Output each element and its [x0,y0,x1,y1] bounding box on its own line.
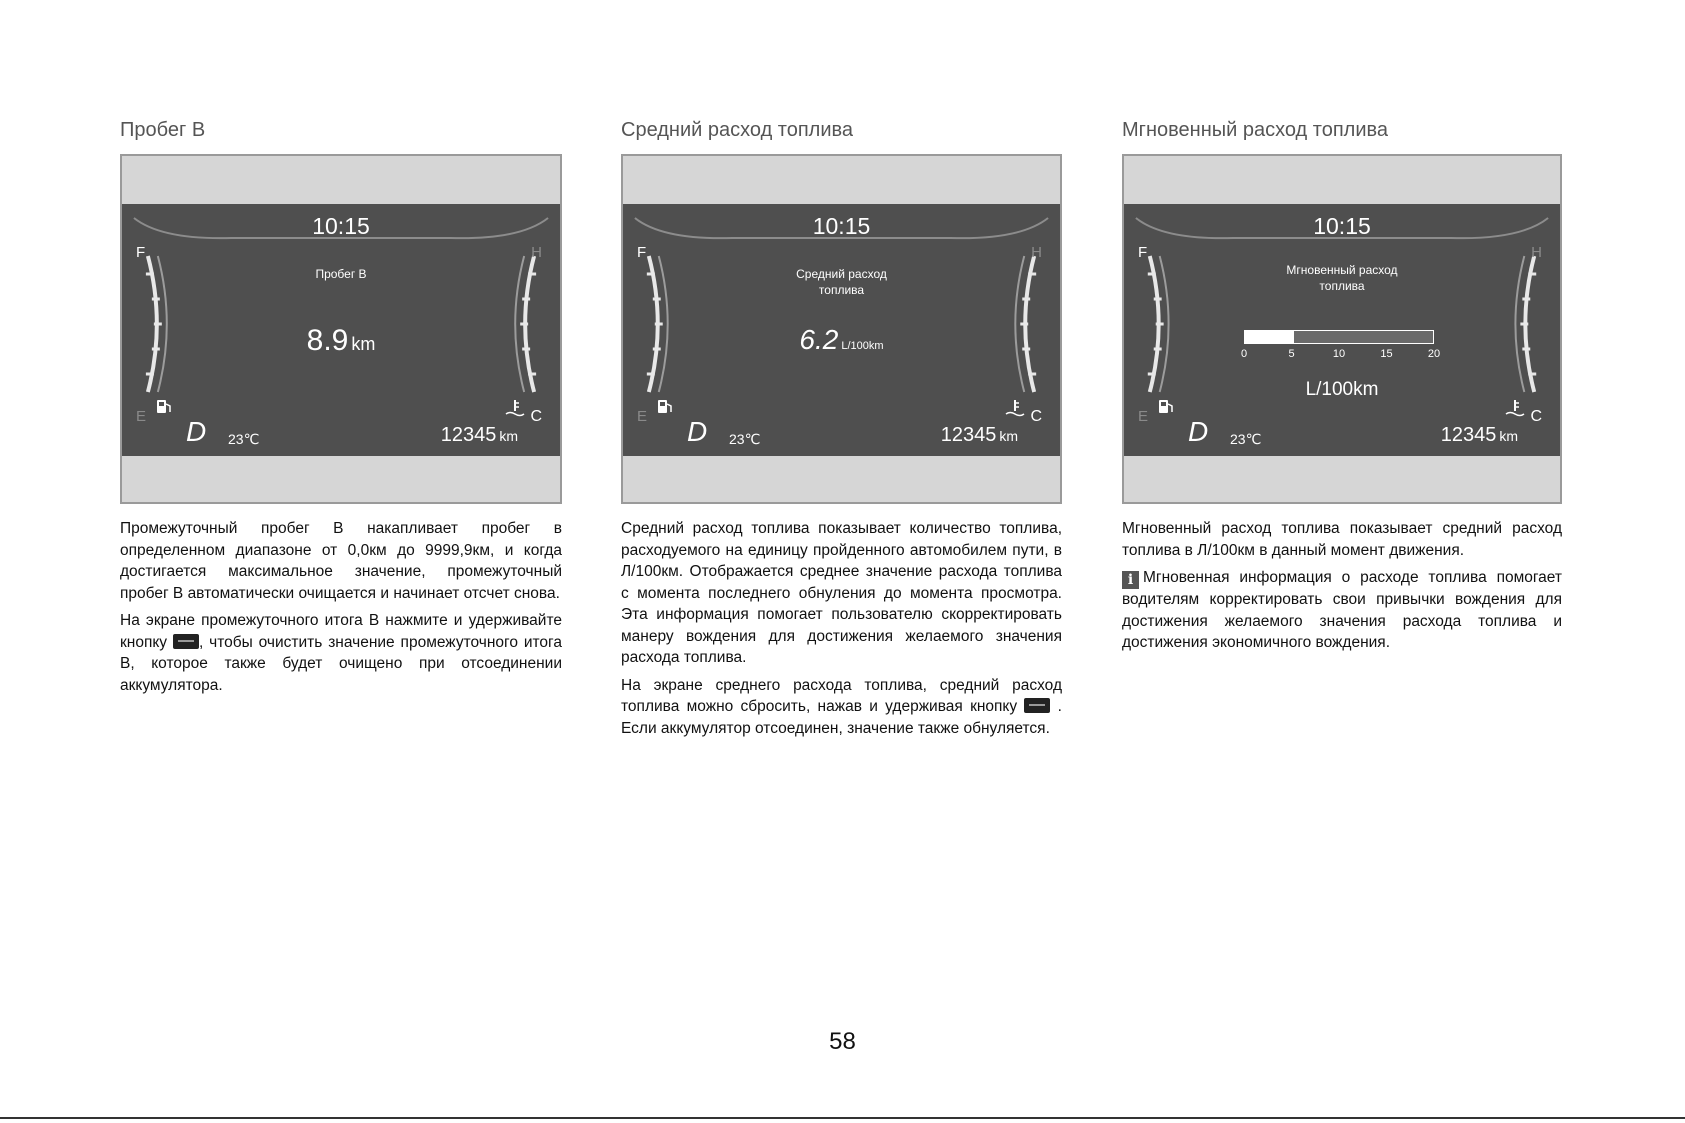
bar-tick-label: 10 [1332,348,1346,360]
section-title: Мгновенный расход топлива [1122,119,1389,141]
coolant-temp-icon [504,398,526,418]
paragraph: На экране промежуточного итога В нажмите и удерживайте кнопку , чтобы очистить значение промежуточного итога В, которое также будет очищено при отсоединении аккумулятора. [120,612,562,694]
paragraph: Промежуточный пробег В накапливает пробег в определенном диапазоне от 0,0км до 9999,9км, и когда достигается максимальное значение, промежуточный пробег В автоматически очищается и начинает отсчет снова. [120,520,562,602]
mode-title: Средний расход топлива [796,267,887,297]
temp-hot-label: H [1531,244,1542,261]
section-title: Средний расход топлива [621,119,854,141]
clock: 10:15 [312,213,370,239]
bar-tick-label: 0 [1240,348,1248,360]
coolant-temp-icon [1504,398,1526,418]
coolant-temp-icon [1004,398,1026,418]
section-title: Пробег В [120,119,206,141]
cluster-screen [1124,204,1560,456]
column-average-fuel [621,118,1062,745]
trip-value: 8.9 km [306,324,376,357]
temp-cold-label: C [1530,408,1542,425]
odometer: 12345 km [940,424,1018,446]
column-trip-b [120,118,562,702]
fuel-empty-label: E [1138,408,1149,425]
enter-button-icon [173,634,199,649]
description [1122,518,1562,654]
description [120,518,562,696]
clock: 10:15 [812,213,871,239]
cluster-image [621,154,1062,504]
bar-tick-label: 5 [1288,348,1295,360]
clock: 10:15 [1313,213,1371,239]
cluster-image [120,154,562,504]
page-number: 58 [829,1028,856,1055]
description [621,518,1062,739]
fuel-full-label: F [637,244,647,261]
temp-cold-label: C [530,408,542,425]
fuel-empty-label: E [136,408,147,425]
outside-temp: 23℃ [729,431,761,447]
temp-hot-label: H [531,244,542,261]
bar-ticks [1240,346,1441,362]
paragraph: На экране среднего расхода топлива, средний расход топлива можно сбросить, нажав и удерживая кнопку . Если аккумулятор отсоединен, значение также обнуляется. [621,676,1062,737]
fuel-pump-icon [154,396,174,416]
cluster-screen [122,204,560,456]
cluster-screen [623,204,1060,456]
mode-title: Мгновенный расход топлива [1286,263,1398,293]
bar-tick-label: 15 [1380,348,1393,360]
odometer: 12345 km [440,424,518,446]
outside-temp: 23℃ [228,431,260,447]
outside-temp: 23℃ [1230,431,1262,447]
instant-fuel-bar [1240,330,1441,362]
gear-indicator: D [1188,416,1209,447]
bar-tick-label: 20 [1427,348,1441,360]
fuel-empty-label: E [637,408,648,425]
gear-indicator: D [687,416,708,447]
cluster-image [1122,154,1562,504]
mode-title: Пробег В [315,267,367,281]
info-note: i Мгновенная информация о расходе топлива помогает водителям корректировать свои привычки вождения для достижения желаемого значения расхода топлива и достижения экономичного вождения. [1122,569,1562,651]
fuel-pump-icon [655,396,675,416]
bar-track [1244,330,1434,344]
bar-unit: L/100km [1305,379,1379,400]
fuel-full-label: F [136,244,146,261]
paragraph: Средний расход топлива показывает количество топлива, расходуемого на единицу пройденного автомобилем пути, в Л/100км. Отображается среднее значение расхода топлива с момента последнего обнуления до момента просмотра. Эта информация помогает пользователю скорректировать манеру вождения для достижения желаемого значения расхода топлива. [621,520,1062,666]
odometer: 12345 km [1440,424,1518,446]
temp-cold-label: C [1030,408,1042,425]
fuel-full-label: F [1138,244,1148,261]
bar-fill [1245,331,1294,343]
temp-hot-label: H [1031,244,1042,261]
average-fuel-value: 6.2 L/100km [799,324,884,355]
bottom-rule [0,1117,1685,1119]
column-instant-fuel [1122,118,1562,660]
paragraph: Мгновенный расход топлива показывает средний расход топлива в Л/100км в данный момент движения. [1122,520,1562,559]
gear-indicator: D [186,416,207,447]
enter-button-icon [1024,698,1050,713]
info-icon: i [1122,571,1139,589]
